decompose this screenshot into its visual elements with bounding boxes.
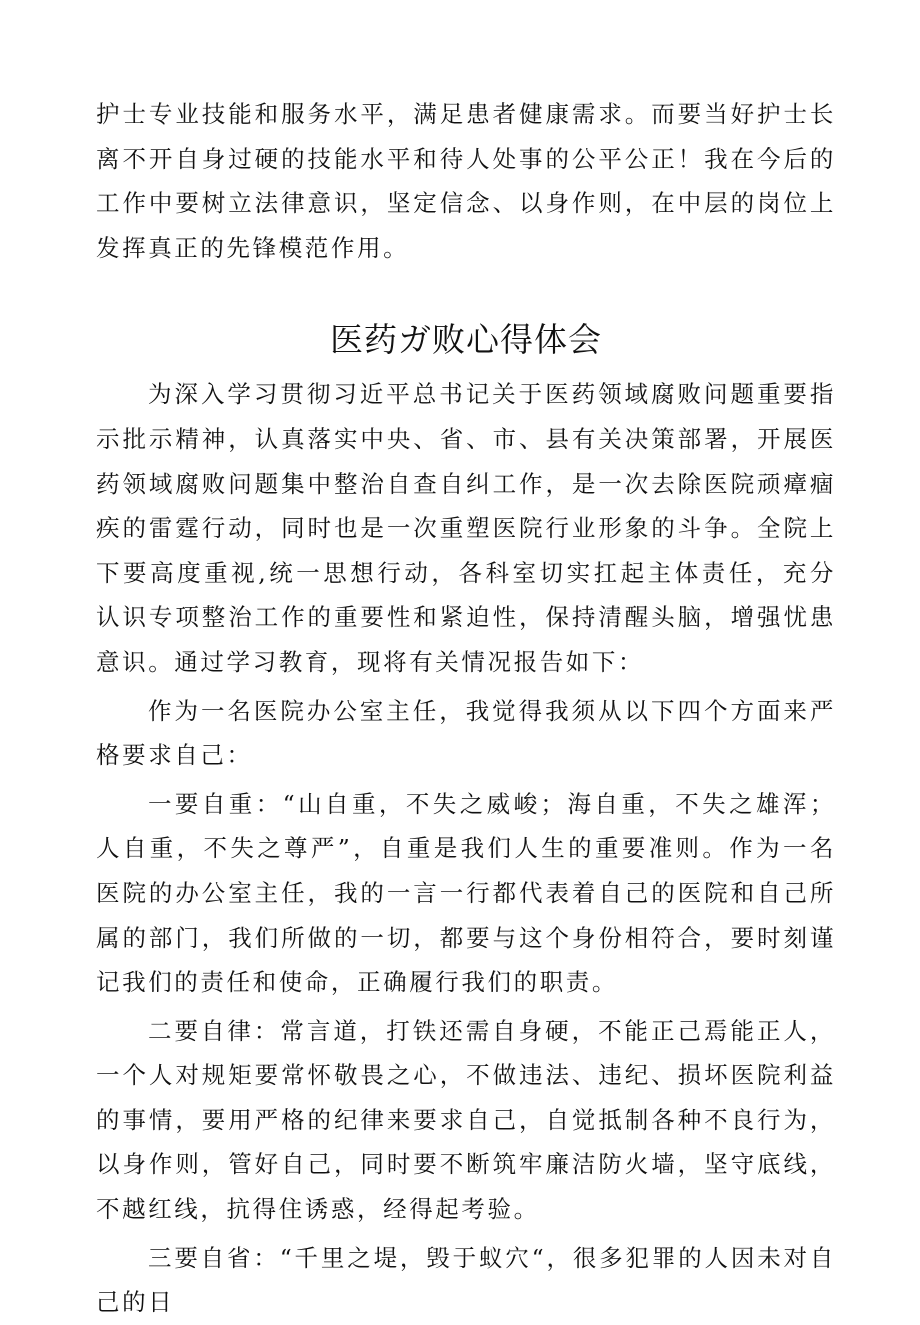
body-paragraph-4: 二要自律：常言道，打铁还需自身硬，不能正己焉能正人，一个人对规矩要常怀敬畏之心，不做违法、违纪、损坏医院利益的事情，要用严格的纪律来要求自己，自觉抵制各种不良行为，以身作则，管好自己，同时要不断筑牢廉洁防火墙，坚守底线，不越红线，抗得住诱惑，经得起考验。 (96, 1016, 836, 1224)
body-paragraph-2: 作为一名医院办公室主任，我觉得我须从以下四个方面来严格要求自己： (96, 696, 836, 770)
document-page (96, 92, 836, 1325)
body-paragraph-5: 三要自省：“千里之堤，毁于蚁穴“，很多犯罪的人因未对自己的日 (96, 1243, 836, 1317)
document-title: 医药ガ败心得体会 (330, 320, 602, 360)
body-paragraph-3: 一要自重：“山自重，不失之威峻；海自重，不失之雄浑；人自重，不失之尊严”，自重是我们人生的重要准则。作为一名医院的办公室主任，我的一言一行都代表着自己的医院和自己所属的部门，我们所做的一切，都要与这个身份相符合，要时刻谨记我们的责任和使命，正确履行我们的职责。 (96, 789, 836, 997)
body-paragraph-1: 为深入学习贯彻习近平总书记关于医药领域腐败问题重要指示批示精神，认真落实中央、省、市、县有关决策部署，开展医药领域腐败问题集中整治自查自纠工作，是一次去除医院顽瘴痼疾的雷霆行动，同时也是一次重塑医院行业形象的斗争。全院上下要高度重视,统一思想行动，各科室切实扛起主体责任，充分认识专项整治工作的重要性和紧迫性，保持清醒头脑，增强忧患意识。通过学习教育，现将有关情况报告如下： (96, 380, 836, 676)
intro-paragraph: 护士专业技能和服务水平，满足患者健康需求。而要当好护士长离不开自身过硬的技能水平和待人处事的公平公正！我在今后的工作中要树立法律意识，坚定信念、以身作则，在中层的岗位上发挥真正的先锋模范作用。 (96, 100, 836, 262)
